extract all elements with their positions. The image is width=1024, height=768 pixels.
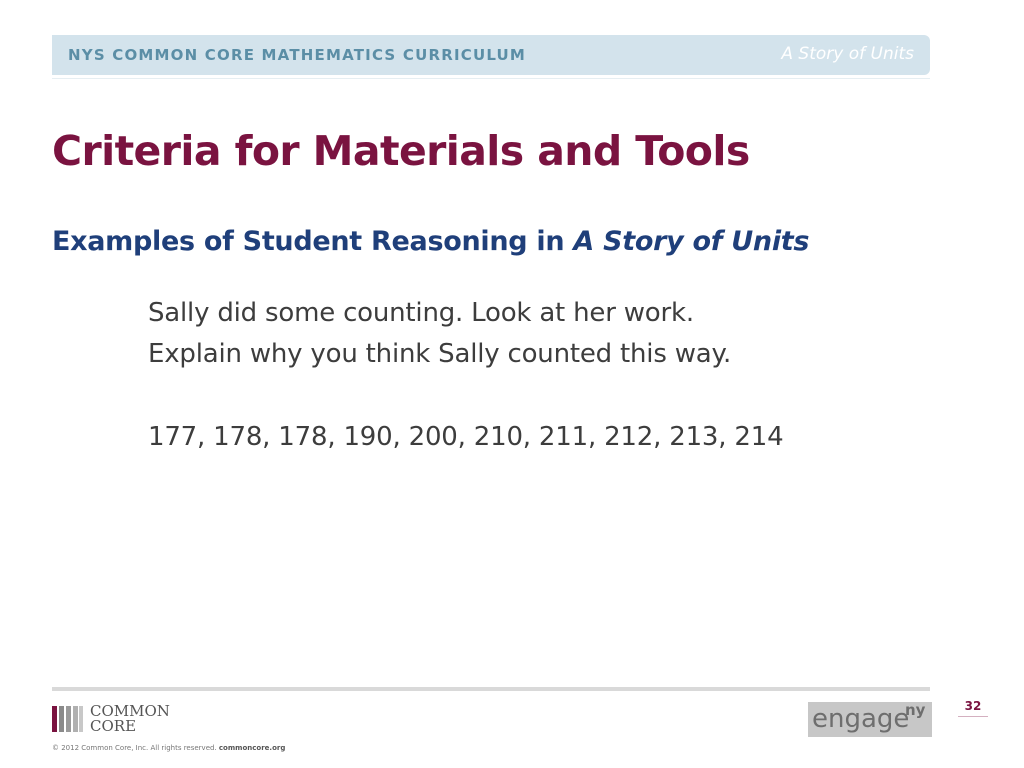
footer-divider [52,687,930,691]
prompt-line-2: Explain why you think Sally counted this way. [148,339,732,369]
subtitle-prefix: Examples of Student Reasoning in [52,226,574,257]
curriculum-label: NYS COMMON CORE MATHEMATICS CURRICULUM [68,46,527,64]
copyright-notice [52,744,285,752]
slide-subtitle [52,226,809,257]
logo-line-1: COMMON [90,702,170,720]
copyright-text: © 2012 Common Core, Inc. All rights reserved. [52,744,217,752]
common-core-bars-icon [52,706,84,732]
header-divider [52,78,930,79]
subtitle-italic: A Story of Units [573,226,810,257]
counting-sequence: 177, 178, 178, 190, 200, 210, 211, 212, 213, 214 [148,422,784,452]
prompt-line-1: Sally did some counting. Look at her work. [148,298,694,328]
page-number: 32 [958,699,988,717]
engageny-logo [808,702,932,737]
common-core-wordmark [90,704,170,734]
copyright-link[interactable]: commoncore.org [218,744,286,752]
header-bar [52,35,930,75]
engage-ny-suffix: ny [905,701,926,719]
module-label: A Story of Units [781,44,914,64]
slide-title: Criteria for Materials and Tools [52,127,750,175]
engage-wordmark: engage [812,704,910,734]
logo-line-2: CORE [90,717,137,735]
